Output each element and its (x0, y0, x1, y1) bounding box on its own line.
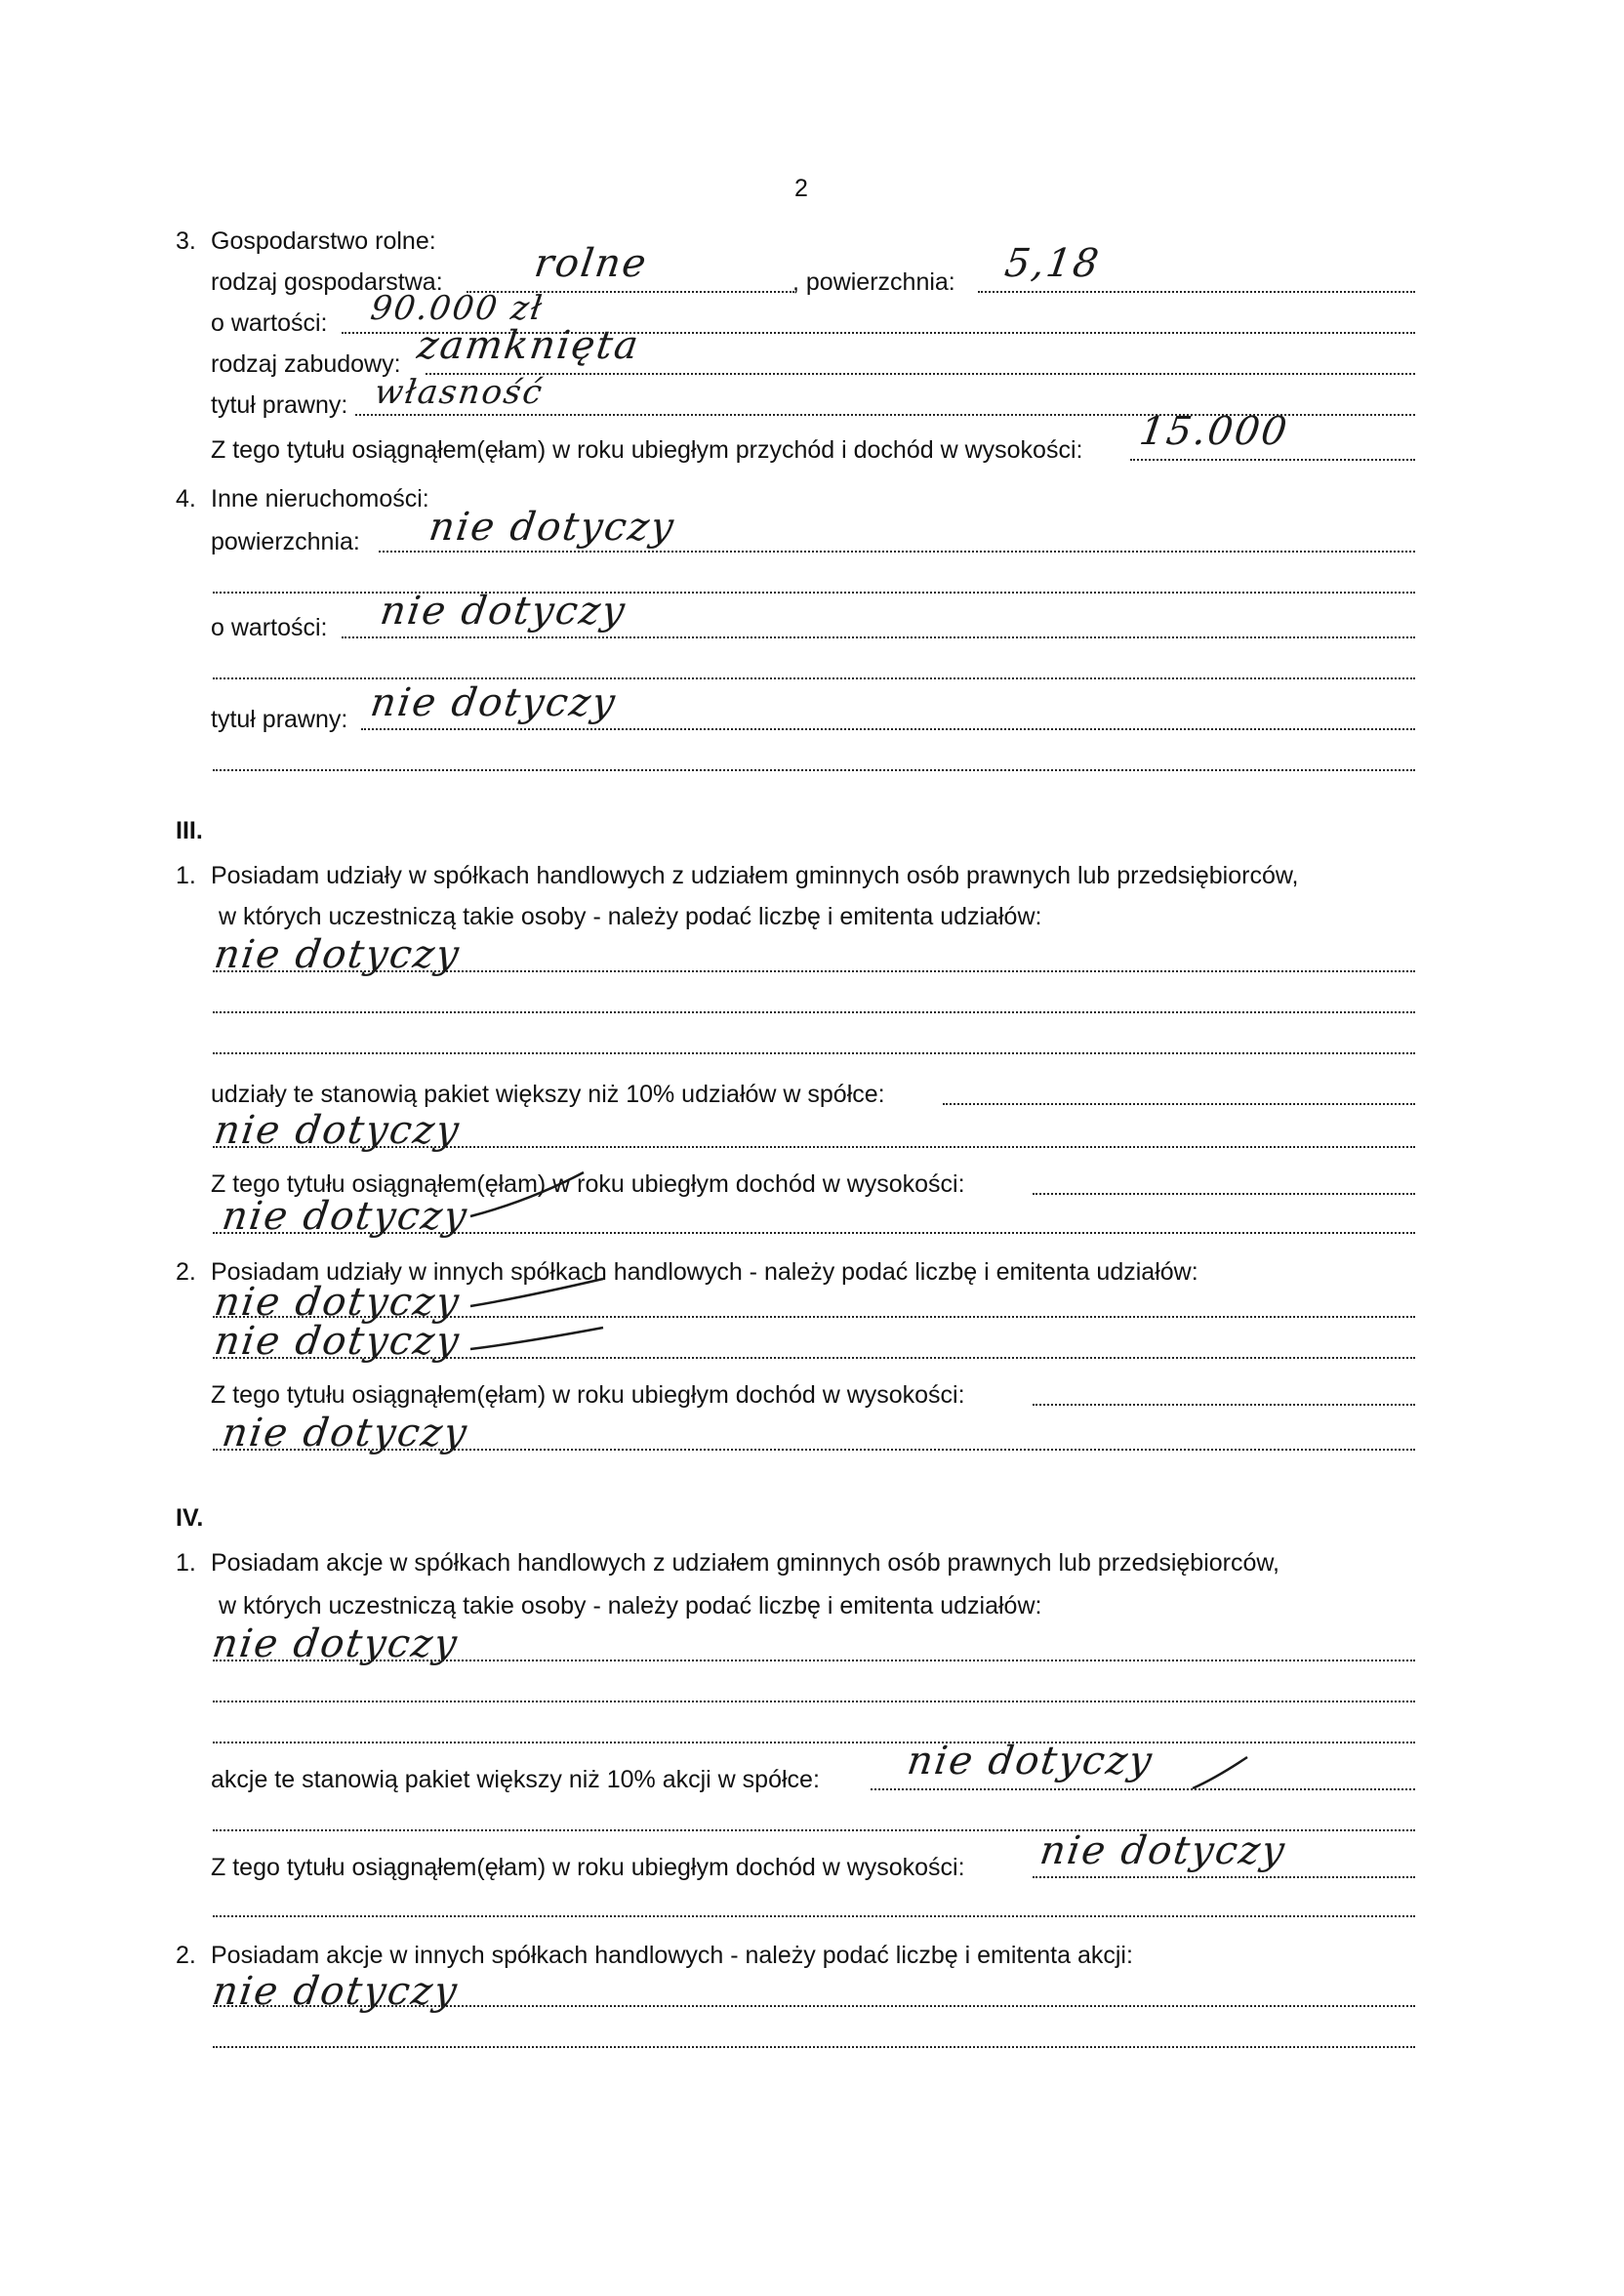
iv-1-dots-1 (213, 1660, 1415, 1661)
farm-title-label: tytuł prawny: (211, 391, 348, 419)
iii-1-income-dots-2 (213, 1232, 1415, 1234)
iii-1-line2: w których uczestniczą takie osoby - należy podać liczbę i emitenta udziałów: (219, 903, 1042, 930)
iv-1-income-answer: nie dotyczy (1036, 1828, 1289, 1873)
farm-title-value: własność (372, 373, 547, 412)
iv-1-dots-3 (213, 1742, 1415, 1743)
other-area-label: powierzchnia: (211, 528, 360, 555)
other-title-dots-2 (213, 769, 1415, 771)
farm-value-label: o wartości: (211, 309, 328, 337)
strike-scribble-4 (1191, 1753, 1249, 1792)
iii-1-dots-1 (213, 970, 1415, 972)
iv-1-answer: nie dotyczy (209, 1621, 462, 1666)
iv-1-income-dots (1033, 1876, 1415, 1878)
farm-type-label: rodzaj gospodarstwa: (211, 268, 443, 296)
farm-value-value: 90.000 zł (368, 289, 547, 328)
farm-area-dots (978, 291, 1415, 293)
iv-1-package-dots (871, 1788, 1415, 1790)
iii-1-dots-2 (213, 1011, 1415, 1013)
other-area-value: nie dotyczy (426, 505, 678, 550)
page-number: 2 (794, 175, 808, 202)
iii-2-income-dots (1033, 1404, 1415, 1406)
iii-1-package-label: udziały te stanowią pakiet większy niż 10% udziałów w spółce: (211, 1081, 885, 1108)
item4-number: 4. (176, 485, 196, 512)
farm-income-label: Z tego tytułu osiągnąłem(ęłam) w roku ubiegłym przychód i dochód w wysokości: (211, 436, 1083, 464)
iii-2-number: 2. (176, 1258, 196, 1286)
iv-1-line2: w których uczestniczą takie osoby - należy podać liczbę i emitenta udziałów: (219, 1592, 1042, 1620)
farm-type-value: rolne (531, 241, 651, 286)
strike-scribble-1 (468, 1168, 586, 1226)
iii-1-dots-3 (213, 1052, 1415, 1054)
iii-2-answer-2: nie dotyczy (211, 1319, 464, 1364)
iv-1-number: 1. (176, 1549, 196, 1577)
iv-2-number: 2. (176, 1942, 196, 1969)
iii-2-dots-1 (213, 1316, 1415, 1318)
iii-1-income-label: Z tego tytułu osiągnąłem(ęłam) w roku ubiegłym dochód w wysokości: (211, 1170, 965, 1198)
iv-2-answer: nie dotyczy (209, 1969, 462, 2014)
iii-1-number: 1. (176, 862, 196, 889)
section-iv-heading: IV. (176, 1504, 204, 1532)
iv-2-line1: Posiadam akcje w innych spółkach handlowych - należy podać liczbę i emitenta akcji: (211, 1942, 1133, 1969)
iii-2-answer-1: nie dotyczy (211, 1280, 464, 1325)
strike-scribble-3 (468, 1316, 605, 1355)
strike-scribble-2 (468, 1273, 605, 1312)
iii-1-answer: nie dotyczy (211, 932, 464, 977)
iii-1-income-answer: nie dotyczy (219, 1194, 471, 1239)
iv-1-income-dots-2 (213, 1915, 1415, 1917)
other-value-dots (342, 636, 1415, 638)
iv-2-dots-1 (213, 2005, 1415, 2007)
iv-1-line1: Posiadam akcje w spółkach handlowych z udziałem gminnych osób prawnych lub przedsiębiorców, (211, 1549, 1280, 1577)
farm-area-label: , powierzchnia: (792, 268, 955, 296)
farm-income-dots (1130, 459, 1415, 461)
other-title-label: tytuł prawny: (211, 706, 348, 733)
iii-2-income-answer: nie dotyczy (219, 1411, 471, 1456)
other-area-dots (379, 551, 1415, 553)
other-value-dots-2 (213, 677, 1415, 679)
farm-building-dots (426, 373, 1415, 375)
farm-area-value: 5,18 (1001, 241, 1104, 286)
iv-2-dots-2 (213, 2046, 1415, 2048)
iii-1-line1: Posiadam udziały w spółkach handlowych z udziałem gminnych osób prawnych lub przedsiębiorców, (211, 862, 1299, 889)
iii-1-package-dots-2 (213, 1146, 1415, 1148)
item3-number: 3. (176, 227, 196, 255)
other-value-value: nie dotyczy (377, 589, 629, 634)
iv-1-dots-2 (213, 1701, 1415, 1702)
iii-2-line1: Posiadam udziały w innych spółkach handlowych - należy podać liczbę i emitenta udziałów: (211, 1258, 1198, 1286)
iv-1-package-label: akcje te stanowią pakiet większy niż 10% akcji w spółce: (211, 1766, 820, 1793)
iv-1-income-label: Z tego tytułu osiągnąłem(ęłam) w roku ubiegłym dochód w wysokości: (211, 1854, 965, 1881)
other-value-label: o wartości: (211, 614, 328, 641)
iii-2-dots-2 (213, 1357, 1415, 1359)
iii-1-package-dots (943, 1103, 1415, 1105)
item4-title: Inne nieruchomości: (211, 485, 429, 512)
iv-1-package-answer: nie dotyczy (904, 1739, 1157, 1784)
iii-1-package-answer: nie dotyczy (211, 1108, 464, 1153)
iii-2-income-dots-2 (213, 1449, 1415, 1451)
iii-1-income-dots (1033, 1193, 1415, 1195)
iii-2-income-label: Z tego tytułu osiągnąłem(ęłam) w roku ubiegłym dochód w wysokości: (211, 1381, 965, 1409)
item3-title: Gospodarstwo rolne: (211, 227, 436, 255)
farm-income-value: 15.000 (1136, 409, 1292, 454)
section-iii-heading: III. (176, 817, 203, 844)
farm-building-label: rodzaj zabudowy: (211, 350, 401, 378)
other-title-dots (361, 728, 1415, 730)
farm-building-value: zamknięta (414, 323, 643, 368)
other-title-value: nie dotyczy (367, 680, 620, 725)
